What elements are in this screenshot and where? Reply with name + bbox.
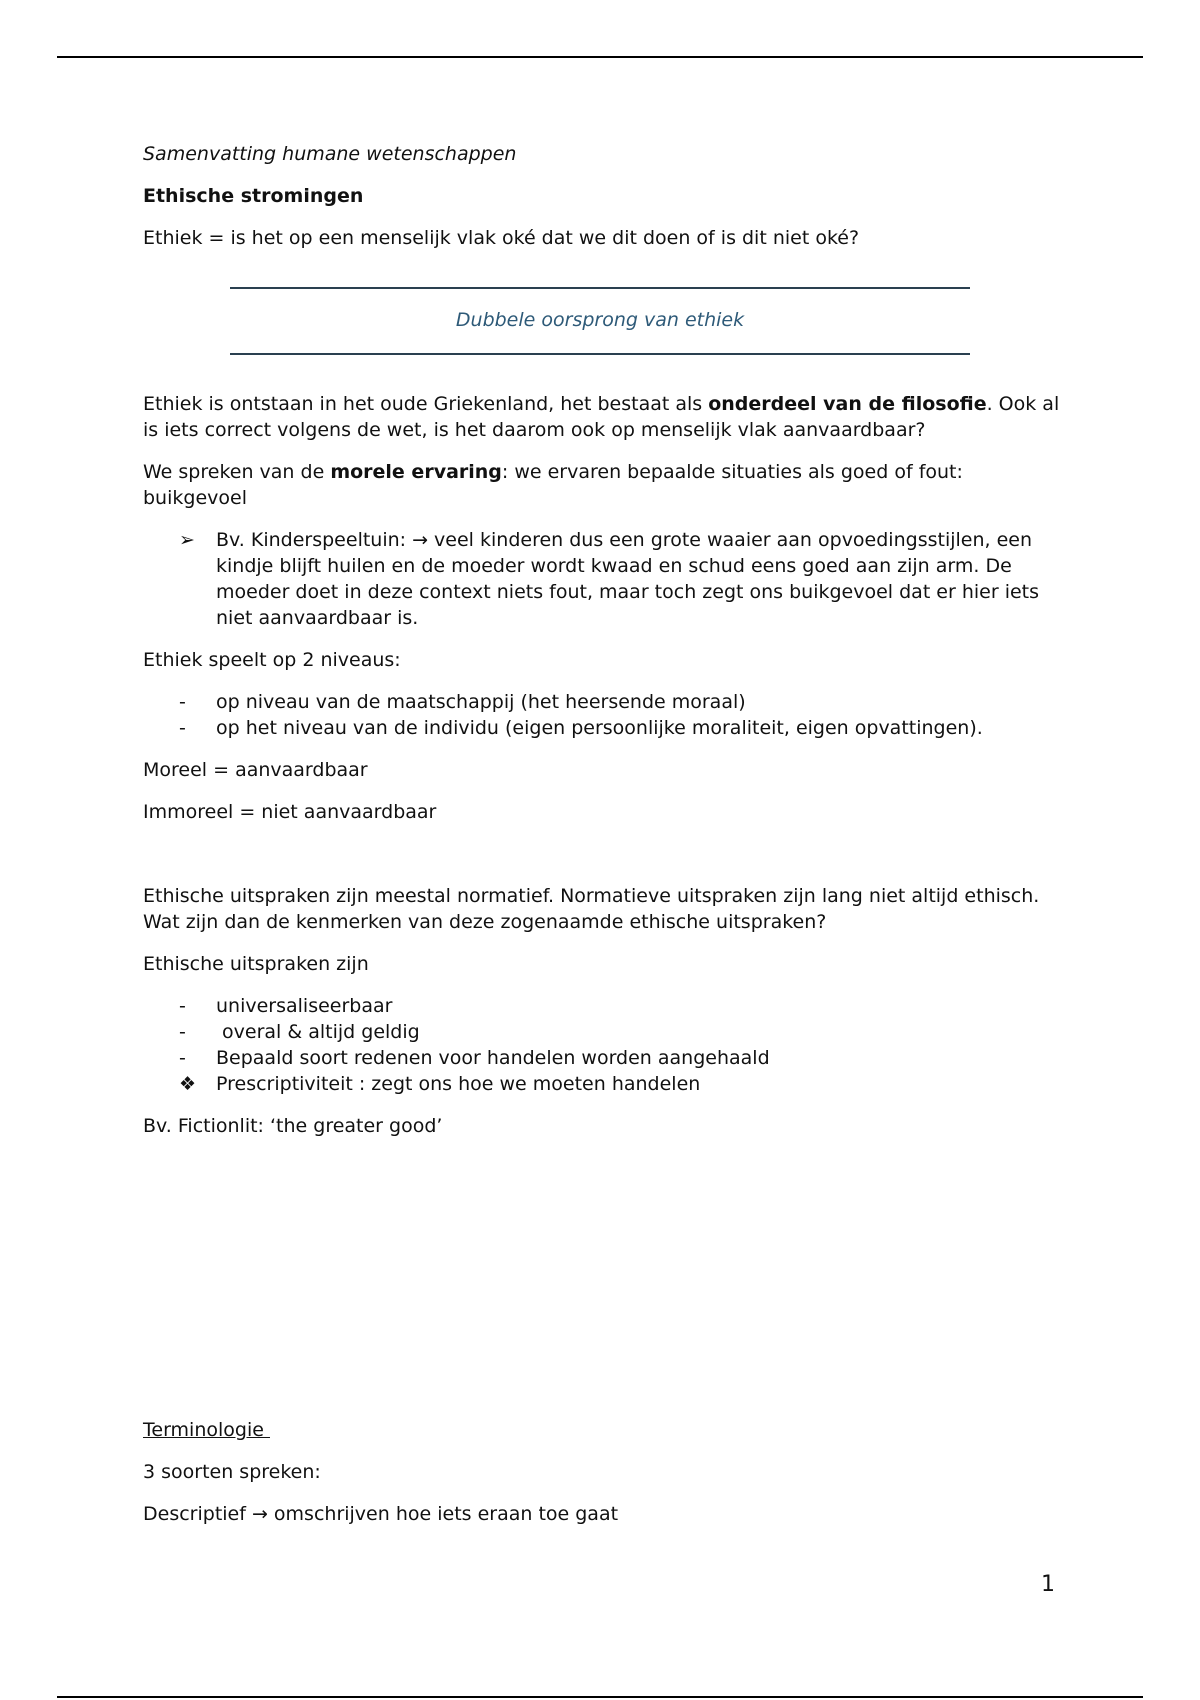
moral-text-2: : we ervaren bepaalde situaties als goed of fout: buikgevoel bbox=[143, 461, 963, 509]
dash-bullet: - bbox=[179, 1021, 186, 1043]
page-number: 1 bbox=[1041, 1572, 1055, 1597]
terminology-heading: Terminologie bbox=[143, 1419, 270, 1441]
list-item bbox=[143, 527, 1063, 631]
header-rule bbox=[57, 56, 1143, 58]
normative-paragraph: Ethische uitspraken zijn meestal normatief. Normatieve uitspraken zijn lang niet altijd ethisch. Wat zijn dan de kenmerken van deze zogenaamde ethische uitspraken? bbox=[143, 885, 1040, 933]
feature-text: overal & altijd geldig bbox=[216, 1021, 420, 1043]
list-item bbox=[143, 993, 1063, 1019]
descriptive-line: Descriptief → omschrijven hoe iets eraan toe gaat bbox=[143, 1503, 619, 1525]
title-box bbox=[230, 287, 970, 355]
box-title: Dubbele oorsprong van ethiek bbox=[455, 309, 745, 331]
fiction-example: Bv. Fictionlit: ‘the greater good’ bbox=[143, 1115, 443, 1137]
list-item bbox=[143, 1071, 1063, 1097]
footer-rule bbox=[57, 1696, 1143, 1698]
dash-bullet: - bbox=[179, 691, 186, 713]
document-title: Samenvatting humane wetenschappen bbox=[143, 143, 517, 165]
immoreel-line: Immoreel = niet aanvaardbaar bbox=[143, 801, 437, 823]
moral-paragraph bbox=[143, 459, 1063, 511]
blank-space bbox=[143, 825, 1063, 867]
blank-space bbox=[143, 1139, 1063, 1417]
list-item bbox=[143, 1019, 1063, 1045]
levels-list bbox=[143, 689, 1063, 741]
moral-text-1: We spreken van de bbox=[143, 461, 331, 483]
dash-bullet: - bbox=[179, 717, 186, 739]
dash-bullet: - bbox=[179, 1047, 186, 1069]
list-item bbox=[143, 689, 1063, 715]
kinds-line: 3 soorten spreken: bbox=[143, 1461, 321, 1483]
document-body bbox=[143, 141, 1063, 1527]
moral-bold: morele ervaring bbox=[330, 461, 502, 483]
arrowhead-bullet-icon: ➢ bbox=[179, 529, 195, 551]
feature-text: Bepaald soort redenen voor handelen worden aangehaald bbox=[216, 1047, 770, 1069]
diamond-bullet-icon: ❖ bbox=[179, 1073, 197, 1095]
levels-intro: Ethiek speelt op 2 niveaus: bbox=[143, 649, 401, 671]
moreel-line: Moreel = aanvaardbaar bbox=[143, 759, 368, 781]
list-item bbox=[143, 715, 1063, 741]
ethics-definition: Ethiek = is het op een menselijk vlak oké dat we dit doen of is dit niet oké? bbox=[143, 227, 860, 249]
feature-text: universaliseerbaar bbox=[216, 995, 393, 1017]
feature-text: Prescriptiviteit : zegt ons hoe we moeten handelen bbox=[216, 1073, 701, 1095]
origin-text-2: . Ook al is iets correct volgens de wet, is het daarom ook op menselijk vlak aanvaardbaar? bbox=[143, 393, 1060, 441]
origin-text-1: Ethiek is ontstaan in het oude Griekenland, het bestaat als bbox=[143, 393, 709, 415]
level-text: op het niveau van de individu (eigen persoonlijke moraliteit, eigen opvattingen). bbox=[216, 717, 983, 739]
list-item bbox=[143, 1045, 1063, 1071]
origin-bold: onderdeel van de filosofie bbox=[708, 393, 987, 415]
level-text: op niveau van de maatschappij (het heersende moraal) bbox=[216, 691, 746, 713]
features-list bbox=[143, 993, 1063, 1097]
features-intro: Ethische uitspraken zijn bbox=[143, 953, 369, 975]
section-heading: Ethische stromingen bbox=[143, 185, 364, 207]
dash-bullet: - bbox=[179, 995, 186, 1017]
example-text: Bv. Kinderspeeltuin: → veel kinderen dus een grote waaier aan opvoedingsstijlen, een kindje blijft huilen en de moeder wordt kwaad en schud eens goed aan zijn arm. De moeder doet in deze context niets fout, maar toch zegt ons buikgevoel dat er hier iets niet aanvaardbaar is. bbox=[216, 529, 1040, 629]
origin-paragraph bbox=[143, 391, 1063, 443]
example-list bbox=[143, 527, 1063, 631]
